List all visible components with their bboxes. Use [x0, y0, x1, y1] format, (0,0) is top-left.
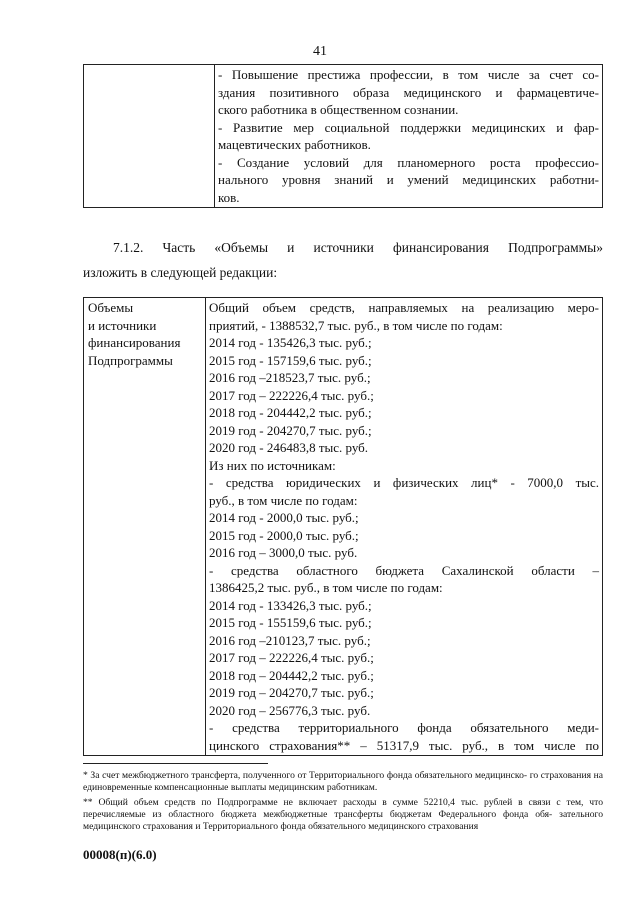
- text-line: ков.: [218, 189, 240, 205]
- amendment-paragraph: 7.1.2. Часть «Объемы и источники финансирования Подпрограммы»: [113, 240, 603, 255]
- text-line: мацевтических работников.: [218, 137, 371, 152]
- continuation-left-cell: [84, 65, 215, 208]
- text-line: 2014 год - 133426,3 тыс. руб.;: [209, 597, 372, 613]
- text-line: 2016 год –218523,7 тыс. руб.;: [209, 370, 371, 385]
- text-line: - средства территориального фонда обязательного меди-: [209, 720, 599, 735]
- text-line: руб., в том числе по годам:: [209, 492, 358, 508]
- text-line: Объемы: [88, 300, 134, 315]
- text-line: ского работника в общественном сознании.: [218, 102, 459, 117]
- text-line: 2016 год –210123,7 тыс. руб.;: [209, 632, 371, 648]
- text-line: 2019 год – 204270,7 тыс. руб.;: [209, 685, 374, 700]
- funding-value-cell: [206, 298, 603, 756]
- footnote-divider: [83, 763, 268, 764]
- continuation-text: [218, 66, 599, 206]
- text-line: 2014 год - 135426,3 тыс. руб.;: [209, 335, 372, 350]
- funding-label-cell: [84, 298, 206, 756]
- text-line: - средства юридических и физических лиц* - 7000,0 тыс.: [209, 475, 599, 490]
- text-line: - Повышение престижа профессии, в том числе за счет со-: [218, 67, 599, 82]
- text-line: и источники: [88, 317, 157, 333]
- text-line: 2017 год – 222226,4 тыс. руб.;: [209, 387, 374, 403]
- text-line: 2016 год – 3000,0 тыс. руб.: [209, 545, 358, 560]
- text-line: Подпрограммы: [88, 352, 173, 368]
- document-code: 00008(п)(6.0): [83, 847, 157, 862]
- continuation-table: [83, 64, 603, 208]
- continuation-right-cell: [215, 65, 603, 208]
- text-line: 2015 год - 157159,6 тыс. руб.;: [209, 352, 372, 368]
- text-line: 2018 год – 204442,2 тыс. руб.;: [209, 667, 374, 683]
- text-line: - Развитие мер социальной поддержки медицинских и фар-: [218, 119, 599, 135]
- page-number: 41: [313, 44, 327, 59]
- text-line: нального уровня знаний и умений медицинских работни-: [218, 172, 599, 187]
- funding-label: [88, 299, 202, 369]
- text-line: - Создание условий для планомерного роста профессио-: [218, 154, 599, 170]
- text-line: финансирования: [88, 335, 181, 350]
- text-line: 2015 год - 155159,6 тыс. руб.;: [209, 615, 372, 630]
- text-line: 2014 год - 2000,0 тыс. руб.;: [209, 510, 359, 525]
- text-line: 2020 год - 246483,8 тыс. руб.: [209, 440, 369, 455]
- text-line: 2020 год – 256776,3 тыс. руб.: [209, 702, 371, 718]
- text-line: 2018 год - 204442,2 тыс. руб.;: [209, 405, 372, 420]
- footnote-2: ** Общий объем средств по Подпрограмме не включает расходы в сумме 52210,4 тыс. рублей в связи с тем, что перечисляемые из областного бюджета межбюджетные трансферты бюджетам Федерального фонда обя- зательного медицинского страхования и Территориального фонда обязательного медицинского страхования: [83, 797, 603, 832]
- text-line: приятий, - 1388532,7 тыс. руб., в том числе по годам:: [209, 317, 503, 333]
- text-line: здания позитивного образа медицинского и фармацевтиче-: [218, 84, 599, 100]
- footnote-1: * За счет межбюджетного трансферта, полученного от Территориального фонда обязательного медицинско- го страхования на единовременные компенсационные выплаты медицинским работникам.: [83, 770, 603, 793]
- funding-table: [83, 297, 603, 756]
- text-line: 2019 год - 204270,7 тыс. руб.;: [209, 422, 372, 438]
- amendment-paragraph-continuation: изложить в следующей редакции:: [83, 265, 278, 280]
- text-line: Общий объем средств, направляемых на реализацию меро-: [209, 300, 599, 315]
- text-line: - средства областного бюджета Сахалинской области –: [209, 562, 599, 578]
- text-line: цинского страхования** – 51317,9 тыс. руб., в том числе по: [209, 737, 599, 753]
- text-line: 2017 год – 222226,4 тыс. руб.;: [209, 650, 374, 665]
- text-line: 2015 год - 2000,0 тыс. руб.;: [209, 527, 359, 543]
- text-line: Из них по источникам:: [209, 457, 336, 473]
- funding-details: [209, 299, 599, 754]
- text-line: 1386425,2 тыс. руб., в том числе по годам:: [209, 580, 443, 595]
